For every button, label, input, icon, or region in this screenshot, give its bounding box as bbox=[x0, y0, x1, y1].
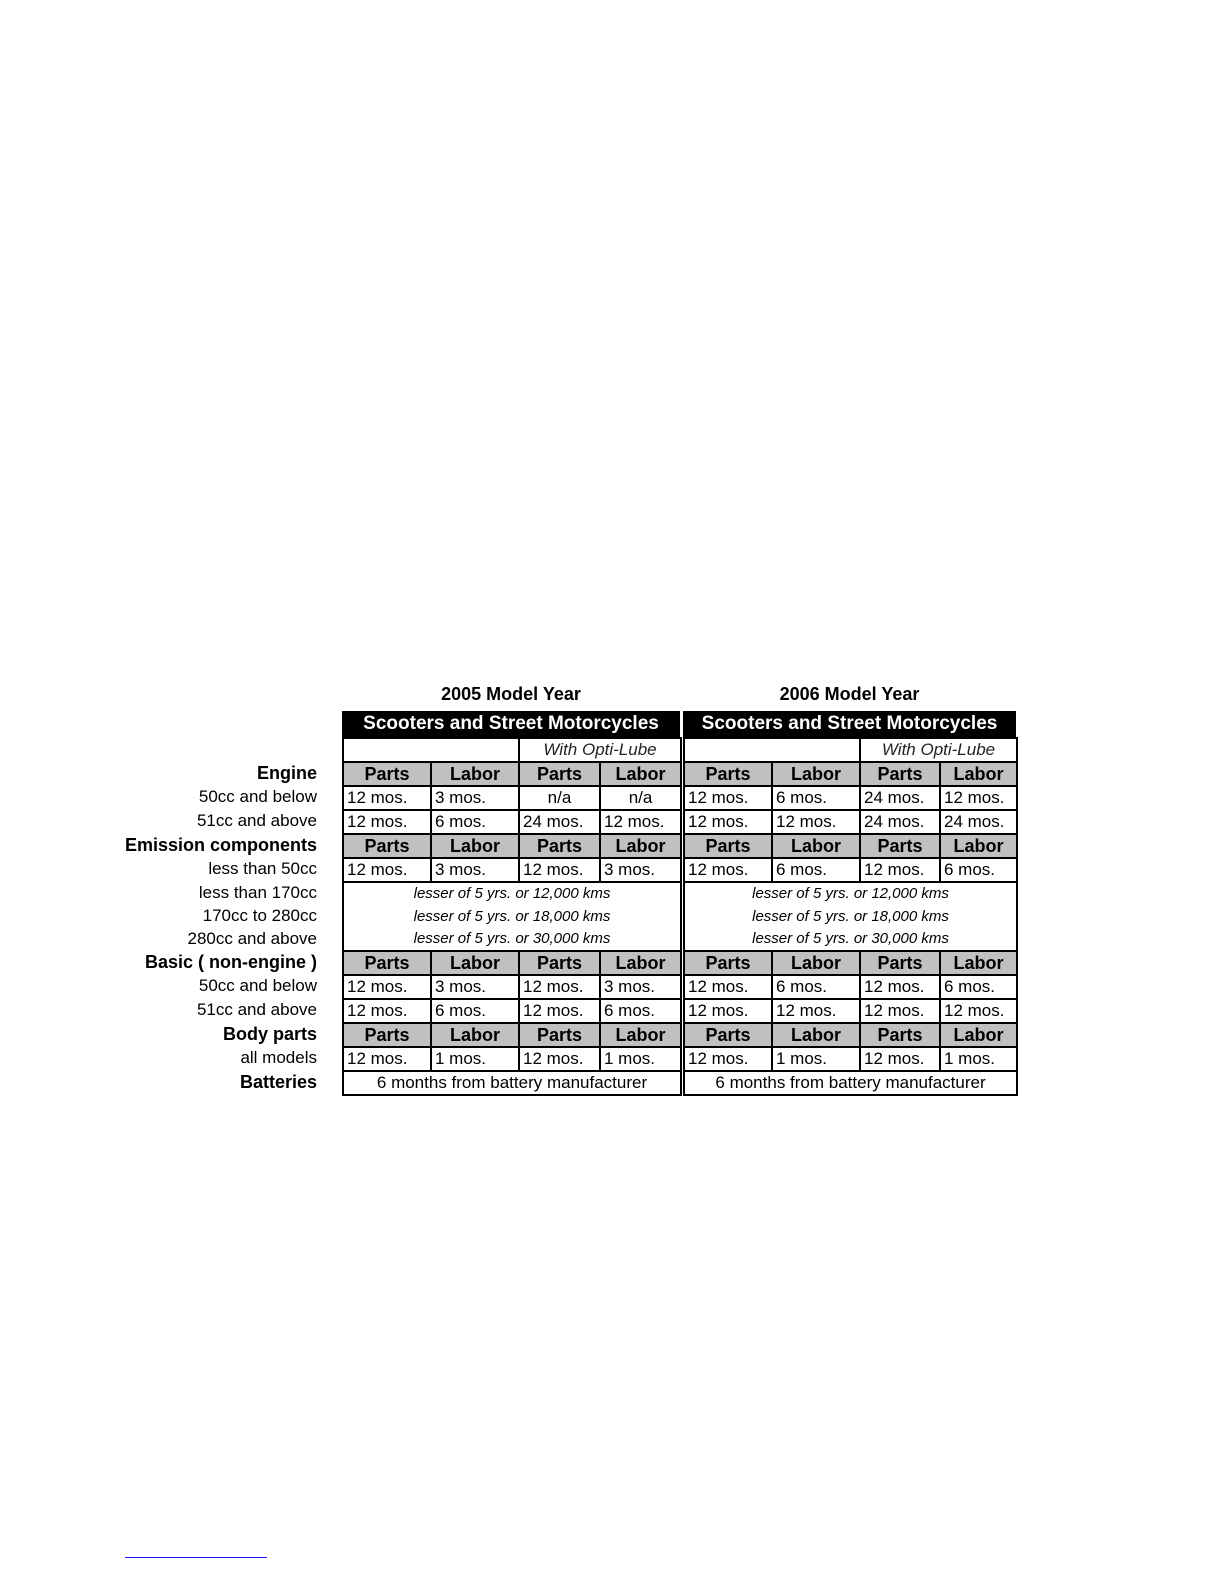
label-engine: Engine bbox=[256, 763, 317, 783]
table-row bbox=[343, 1071, 681, 1095]
label-basic-50cc: 50cc and below bbox=[198, 976, 317, 995]
col-header-labor: Labor bbox=[940, 834, 1017, 858]
cell: 12 mos. bbox=[860, 1047, 940, 1071]
emission-note: lesser of 5 yrs. or 18,000 kms bbox=[343, 905, 681, 928]
cell: 3 mos. bbox=[431, 786, 519, 810]
cell: 12 mos. bbox=[519, 1047, 600, 1071]
cell: 12 mos. bbox=[343, 810, 431, 834]
emission-header-row bbox=[343, 834, 681, 858]
cell: 6 mos. bbox=[772, 786, 860, 810]
emission-note: lesser of 5 yrs. or 12,000 kms bbox=[684, 882, 1017, 905]
label-basic-51cc: 51cc and above bbox=[196, 1000, 317, 1019]
table-row bbox=[343, 999, 681, 1023]
cell: 6 mos. bbox=[600, 999, 681, 1023]
table-row bbox=[343, 975, 681, 999]
col-header-labor: Labor bbox=[431, 1023, 519, 1047]
basic-header-row bbox=[684, 951, 1017, 975]
label-em-less170: less than 170cc bbox=[198, 882, 317, 902]
cell: 1 mos. bbox=[431, 1047, 519, 1071]
cell: 24 mos. bbox=[519, 810, 600, 834]
col-header-labor: Labor bbox=[940, 1023, 1017, 1047]
cell: 12 mos. bbox=[772, 999, 860, 1023]
cell: 12 mos. bbox=[860, 975, 940, 999]
cell: 6 mos. bbox=[772, 975, 860, 999]
col-header-parts: Parts bbox=[343, 834, 431, 858]
batteries-cell: 6 months from battery manufacturer bbox=[684, 1071, 1017, 1095]
label-em-less50: less than 50cc bbox=[208, 859, 317, 878]
table-row bbox=[343, 882, 681, 905]
emission-note: lesser of 5 yrs. or 30,000 kms bbox=[343, 928, 681, 951]
body-header-row bbox=[684, 1023, 1017, 1047]
engine-header-row bbox=[343, 762, 681, 786]
emission-note: lesser of 5 yrs. or 30,000 kms bbox=[684, 928, 1017, 951]
cell: 3 mos. bbox=[431, 858, 519, 882]
label-em-280up: 280cc and above bbox=[187, 928, 317, 948]
col-header-parts: Parts bbox=[860, 1023, 940, 1047]
label-engine-50cc: 50cc and below bbox=[198, 787, 317, 806]
cell: 1 mos. bbox=[940, 1047, 1017, 1071]
col-header-labor: Labor bbox=[431, 951, 519, 975]
table-row bbox=[684, 1047, 1017, 1071]
cell: 12 mos. bbox=[684, 975, 772, 999]
cell: 24 mos. bbox=[860, 786, 940, 810]
cell: 12 mos. bbox=[519, 999, 600, 1023]
label-body-all: all models bbox=[240, 1048, 317, 1067]
warranty-table-2005 bbox=[342, 737, 682, 1096]
col-header-parts: Parts bbox=[684, 1023, 772, 1047]
label-em-170-280: 170cc to 280cc bbox=[202, 905, 317, 925]
col-header-labor: Labor bbox=[431, 834, 519, 858]
col-header-labor: Labor bbox=[940, 951, 1017, 975]
cell: 12 mos. bbox=[343, 1047, 431, 1071]
batteries-cell: 6 months from battery manufacturer bbox=[343, 1071, 681, 1095]
cell: 12 mos. bbox=[343, 975, 431, 999]
body-header-row bbox=[343, 1023, 681, 1047]
col-header-parts: Parts bbox=[684, 834, 772, 858]
cell: 12 mos. bbox=[860, 858, 940, 882]
engine-header-row bbox=[684, 762, 1017, 786]
year-title-2005: 2005 Model Year bbox=[441, 684, 581, 704]
col-header-parts: Parts bbox=[519, 834, 600, 858]
label-blank bbox=[120, 737, 330, 761]
table-row bbox=[684, 786, 1017, 810]
cell: 6 mos. bbox=[940, 975, 1017, 999]
label-engine-51cc: 51cc and above bbox=[196, 811, 317, 830]
cell: 12 mos. bbox=[343, 999, 431, 1023]
col-header-parts: Parts bbox=[860, 951, 940, 975]
label-batteries: Batteries bbox=[239, 1072, 317, 1092]
table-row bbox=[343, 1047, 681, 1071]
emission-header-row bbox=[684, 834, 1017, 858]
basic-header-row bbox=[343, 951, 681, 975]
cell: 12 mos. bbox=[343, 858, 431, 882]
col-header-labor: Labor bbox=[600, 1023, 681, 1047]
cell: 12 mos. bbox=[772, 810, 860, 834]
table-row bbox=[343, 905, 681, 928]
cell: 12 mos. bbox=[684, 810, 772, 834]
label-basic: Basic ( non-engine ) bbox=[144, 952, 317, 972]
cell: 6 mos. bbox=[431, 999, 519, 1023]
cell: 12 mos. bbox=[343, 786, 431, 810]
year-title-2006: 2006 Model Year bbox=[779, 684, 920, 704]
cell: 12 mos. bbox=[860, 999, 940, 1023]
blank-cell bbox=[684, 738, 860, 762]
col-header-labor: Labor bbox=[772, 762, 860, 786]
table-row bbox=[684, 1071, 1017, 1095]
cell: n/a bbox=[519, 786, 600, 810]
table-row bbox=[684, 928, 1017, 951]
table-row bbox=[343, 786, 681, 810]
col-header-parts: Parts bbox=[860, 834, 940, 858]
banner-2006: Scooters and Street Motorcycles bbox=[683, 711, 1016, 737]
table-row bbox=[684, 882, 1017, 905]
table-row bbox=[343, 928, 681, 951]
table-row bbox=[684, 810, 1017, 834]
banner-2005: Scooters and Street Motorcycles bbox=[342, 711, 680, 737]
opti-lube-row bbox=[684, 738, 1017, 762]
opti-lube-label: With Opti-Lube bbox=[860, 738, 1017, 762]
cell: n/a bbox=[600, 786, 681, 810]
col-header-labor: Labor bbox=[940, 762, 1017, 786]
col-header-parts: Parts bbox=[343, 762, 431, 786]
table-row bbox=[684, 905, 1017, 928]
col-header-labor: Labor bbox=[600, 834, 681, 858]
cell: 6 mos. bbox=[431, 810, 519, 834]
col-header-parts: Parts bbox=[343, 951, 431, 975]
col-header-labor: Labor bbox=[772, 1023, 860, 1047]
cell: 3 mos. bbox=[600, 975, 681, 999]
warranty-table-2006 bbox=[683, 737, 1018, 1096]
col-header-parts: Parts bbox=[519, 1023, 600, 1047]
table-row bbox=[684, 975, 1017, 999]
emission-note: lesser of 5 yrs. or 18,000 kms bbox=[684, 905, 1017, 928]
table-row bbox=[684, 999, 1017, 1023]
cell: 12 mos. bbox=[684, 999, 772, 1023]
blank-cell bbox=[343, 738, 519, 762]
cell: 6 mos. bbox=[940, 858, 1017, 882]
cell: 6 mos. bbox=[772, 858, 860, 882]
col-header-parts: Parts bbox=[860, 762, 940, 786]
cell: 12 mos. bbox=[519, 858, 600, 882]
cell: 12 mos. bbox=[519, 975, 600, 999]
col-header-labor: Labor bbox=[772, 834, 860, 858]
cell: 1 mos. bbox=[600, 1047, 681, 1071]
col-header-labor: Labor bbox=[431, 762, 519, 786]
footnote-separator bbox=[125, 1557, 267, 1558]
col-header-labor: Labor bbox=[772, 951, 860, 975]
table-row bbox=[343, 810, 681, 834]
col-header-labor: Labor bbox=[600, 762, 681, 786]
table-row bbox=[343, 858, 681, 882]
col-header-labor: Labor bbox=[600, 951, 681, 975]
cell: 1 mos. bbox=[772, 1047, 860, 1071]
cell: 3 mos. bbox=[600, 858, 681, 882]
cell: 12 mos. bbox=[940, 999, 1017, 1023]
cell: 3 mos. bbox=[431, 975, 519, 999]
opti-lube-row bbox=[343, 738, 681, 762]
col-header-parts: Parts bbox=[519, 951, 600, 975]
cell: 12 mos. bbox=[684, 858, 772, 882]
cell: 12 mos. bbox=[684, 1047, 772, 1071]
emission-note: lesser of 5 yrs. or 12,000 kms bbox=[343, 882, 681, 905]
row-labels bbox=[120, 737, 330, 1094]
col-header-parts: Parts bbox=[343, 1023, 431, 1047]
cell: 12 mos. bbox=[940, 786, 1017, 810]
label-emission: Emission components bbox=[124, 835, 317, 855]
cell: 12 mos. bbox=[600, 810, 681, 834]
col-header-parts: Parts bbox=[684, 951, 772, 975]
label-body: Body parts bbox=[222, 1024, 317, 1044]
cell: 24 mos. bbox=[940, 810, 1017, 834]
cell: 12 mos. bbox=[684, 786, 772, 810]
opti-lube-label: With Opti-Lube bbox=[519, 738, 681, 762]
cell: 24 mos. bbox=[860, 810, 940, 834]
col-header-parts: Parts bbox=[684, 762, 772, 786]
col-header-parts: Parts bbox=[519, 762, 600, 786]
table-row bbox=[684, 858, 1017, 882]
